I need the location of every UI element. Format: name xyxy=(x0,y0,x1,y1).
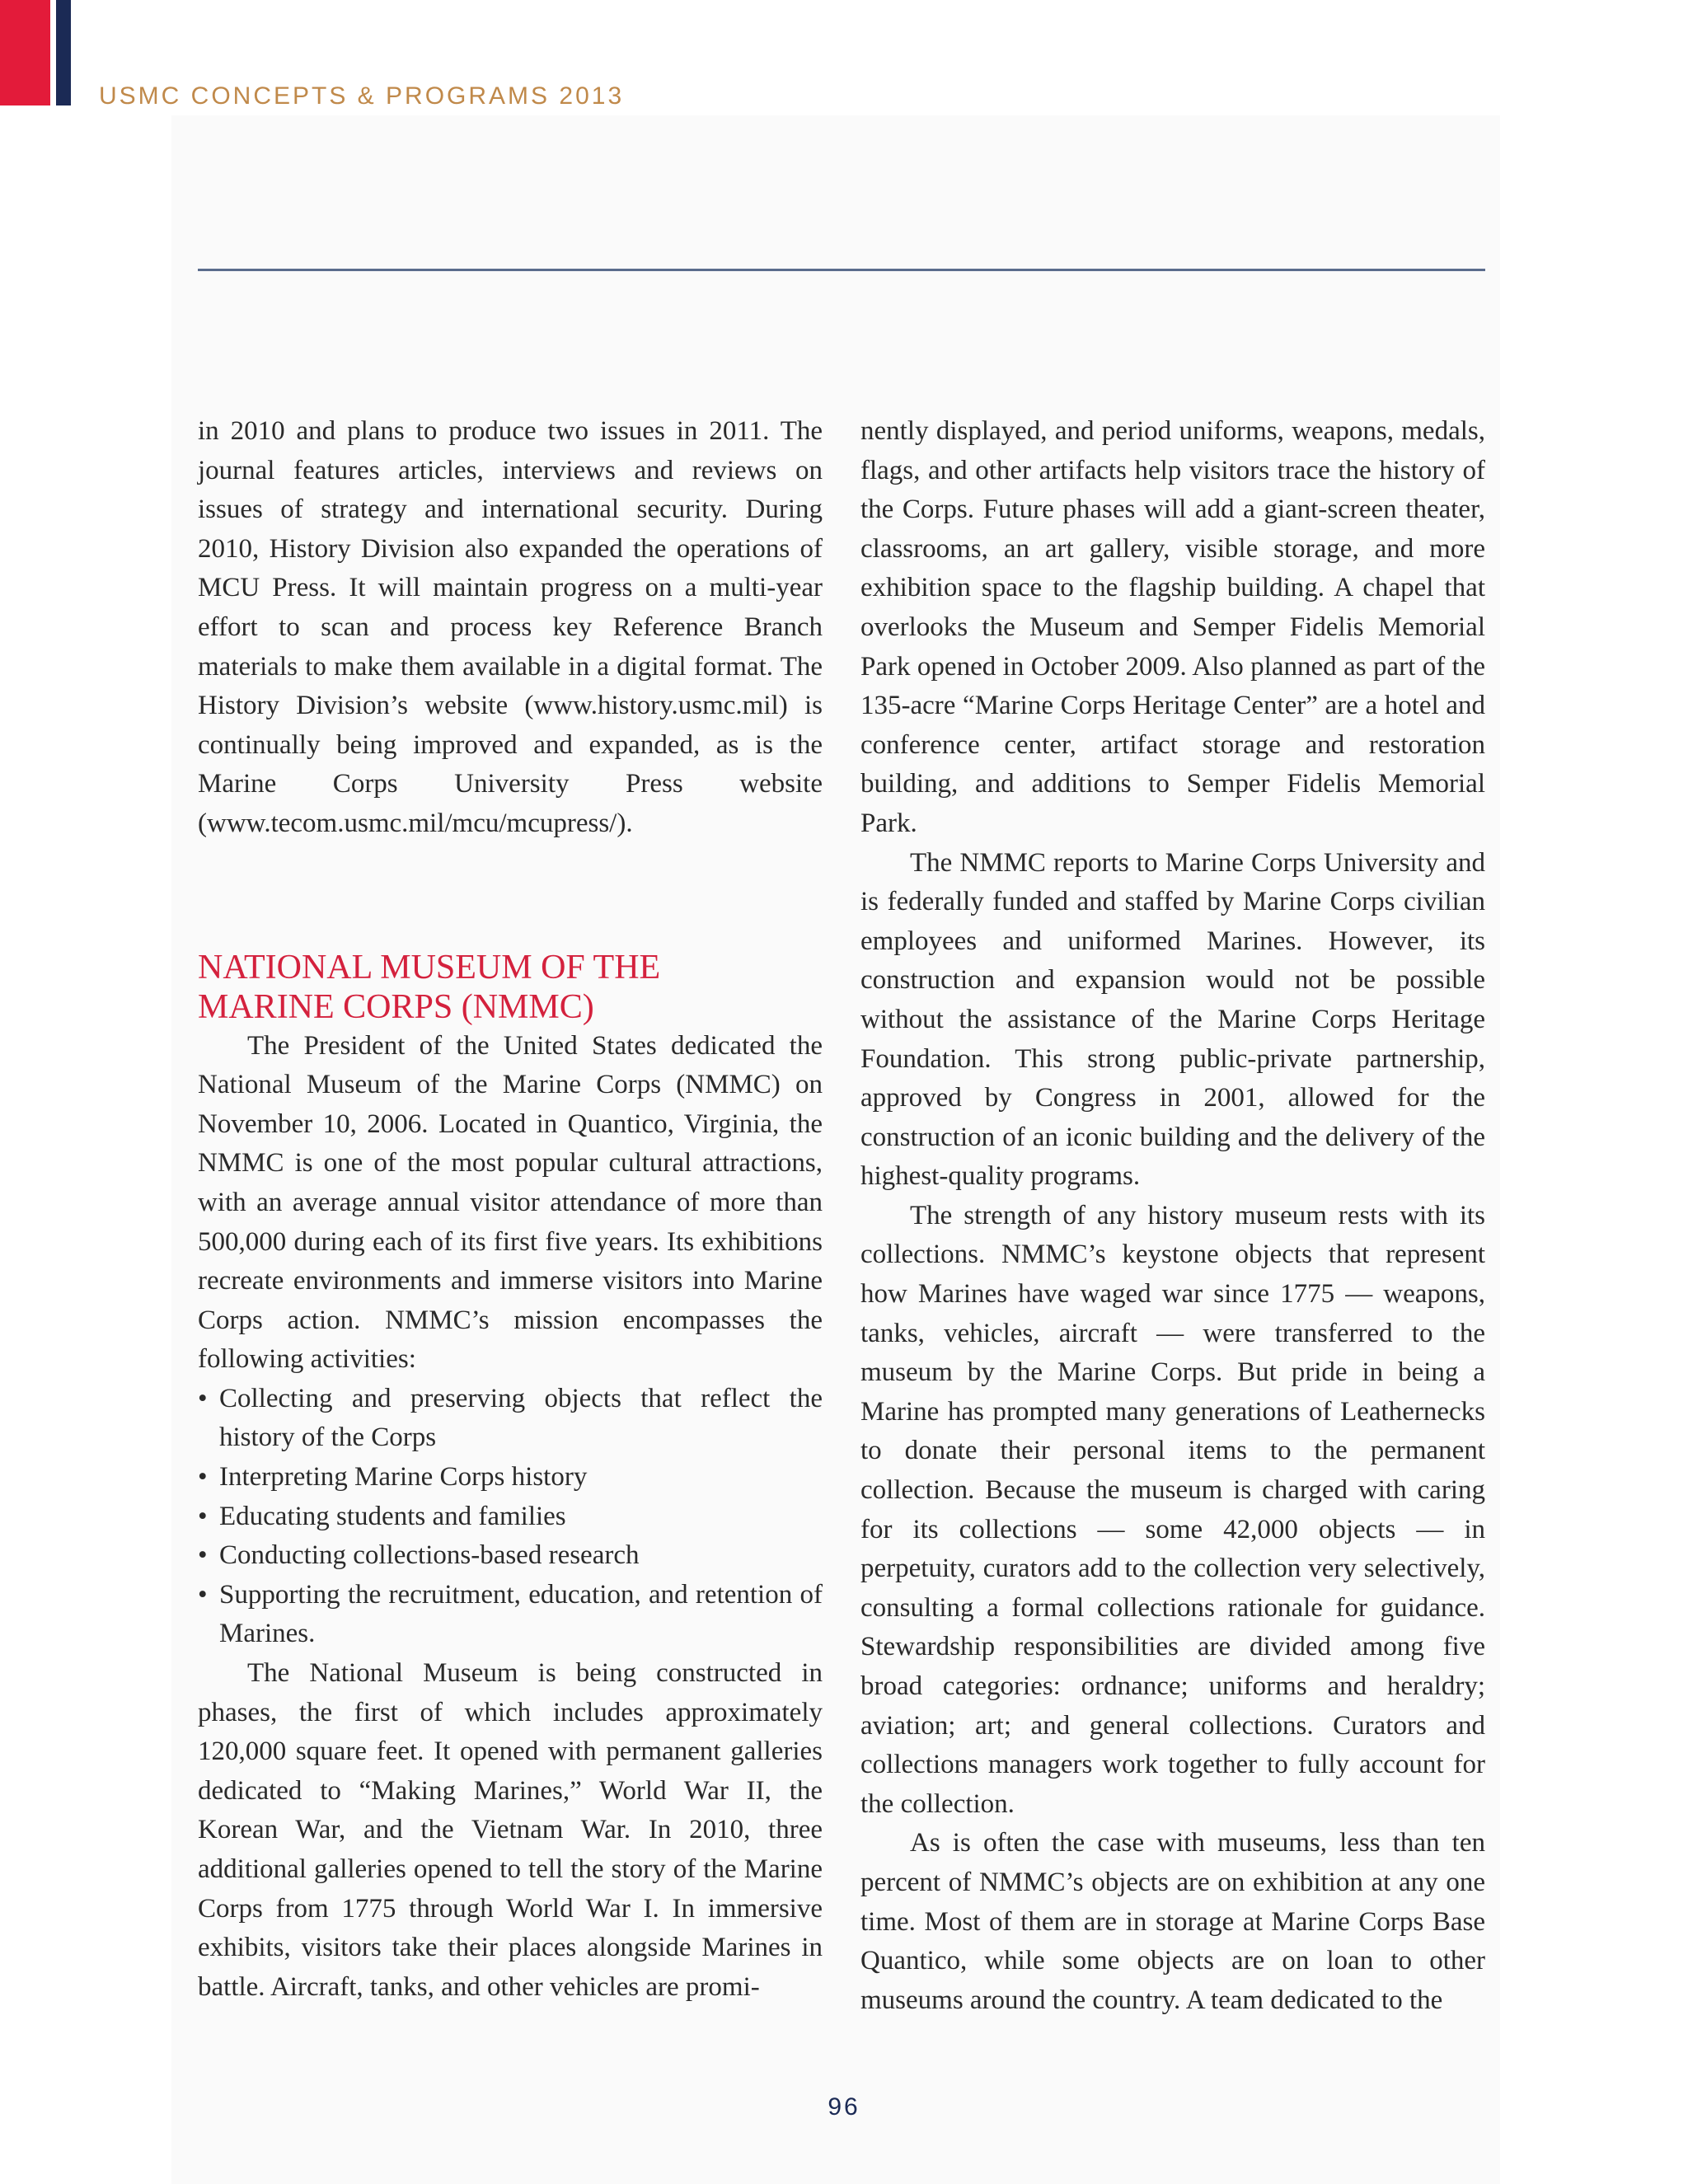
mission-list xyxy=(198,1380,823,1654)
funding-paragraph: The NMMC reports to Marine Corps University and is federally funded and staffed by Marine Corps civilian employees and uniformed Marines. However, its construction and expansion would not be possible without the assistance of the Marine Corps Heritage Foundation. This strong public-private partnership, approved by Congress in 2001, allowed for the construction of an iconic building and the delivery of the highest-quality programs. xyxy=(860,847,1485,1192)
section-heading xyxy=(198,948,823,1027)
right-column xyxy=(860,412,1485,2020)
list-item: • Collecting and preserving objects that reflect the history of the Corps xyxy=(198,1380,823,1458)
continued-paragraph-right: nently displayed, and period uniforms, weapons, medals, flags, and other artifacts help visitors trace the history of the Corps. Future phases will add a giant-screen theater, classrooms, an art gallery, visible storage, and more exhibition space to the flagship building. A chapel that overlooks the Museum and Semper Fidelis Memorial Park opened in October 2009. Also planned as part of the 135-acre “Marine Corps Heritage Center” are a hotel and conference center, artifact storage and restoration building, and additions to Semper Fidelis Memorial Park. xyxy=(860,416,1485,838)
list-item: • Educating students and families xyxy=(198,1497,823,1537)
section-heading-line1: NATIONAL MUSEUM OF THE xyxy=(198,948,661,987)
exhibition-paragraph: As is often the case with museums, less than ten percent of NMMC’s objects are on exhibition at any one time. Most of them are in storage at Marine Corps Base Quantico, while some objects are on loan to other museums around the country. A team dedicated to the xyxy=(860,1828,1485,2015)
navy-edge-bar xyxy=(56,0,71,105)
collections-paragraph: The strength of any history museum rests with its collections. NMMC’s keystone objects that represent how Marines have waged war since 1775 — weapons, tanks, vehicles, aircraft — were transferred to the museum by the Marine Corps. But pride in being a Marine has prompted many generations of Leathernecks to donate their personal items to the permanent collection. Because the museum is charged with caring for its collections — some 42,000 objects — in perpetuity, curators add to the collection very selectively, consulting a formal collections rationale for guidance. Stewardship responsibilities are divided among five broad categories: ordnance; uniforms and heraldry; aviation; art; and general collections. Curators and collections managers work together to fully account for the collection. xyxy=(860,1200,1485,1819)
red-edge-bar xyxy=(0,0,50,105)
phases-paragraph: The National Museum is being constructed in phases, the first of which includes approximately 120,000 square feet. It opened with permanent galleries dedicated to “Making Marines,” World War II, the Korean War, and the Vietnam War. In 2010, three additional galleries opened to tell the story of the Marine Corps from 1775 through World War I. In immersive exhibits, visitors take their places alongside Marines in battle. Aircraft, tanks, and other vehicles are promi- xyxy=(198,1658,823,2002)
list-item: • Supporting the recruitment, education, and retention of Marines. xyxy=(198,1576,823,1654)
header-rule xyxy=(198,269,1485,271)
section-heading-line2: MARINE CORPS (NMMC) xyxy=(198,987,594,1026)
list-item: • Interpreting Marine Corps history xyxy=(198,1458,823,1497)
intro-paragraph: The President of the United States dedicated the National Museum of the Marine Corps (NMMC) on November 10, 2006. Located in Quantico, Virginia, the NMMC is one of the most popular cultural attractions, with an average annual visitor attendance of more than 500,000 during each of its first five years. Its exhibitions recreate environments and immerse visitors into Marine Corps action. NMMC’s mission encompasses the following activities: xyxy=(198,1030,823,1375)
left-column xyxy=(198,412,823,2007)
continued-paragraph-left: in 2010 and plans to produce two issues in 2011. The journal features articles, interviews and reviews on issues of strategy and international security. During 2010, History Division also expanded the operations of MCU Press. It will maintain progress on a multi-year effort to scan and process key Reference Branch materials to make them available in a digital format. The History Division’s website (www.history.usmc.mil) is continually being improved and expanded, as is the Marine Corps University Press website (www.tecom.usmc.mil/mcu/mcupress/). xyxy=(198,416,823,838)
page-number: 96 xyxy=(828,2093,860,2121)
list-item: • Conducting collections-based research xyxy=(198,1536,823,1576)
running-head: USMC CONCEPTS & PROGRAMS 2013 xyxy=(99,82,625,110)
